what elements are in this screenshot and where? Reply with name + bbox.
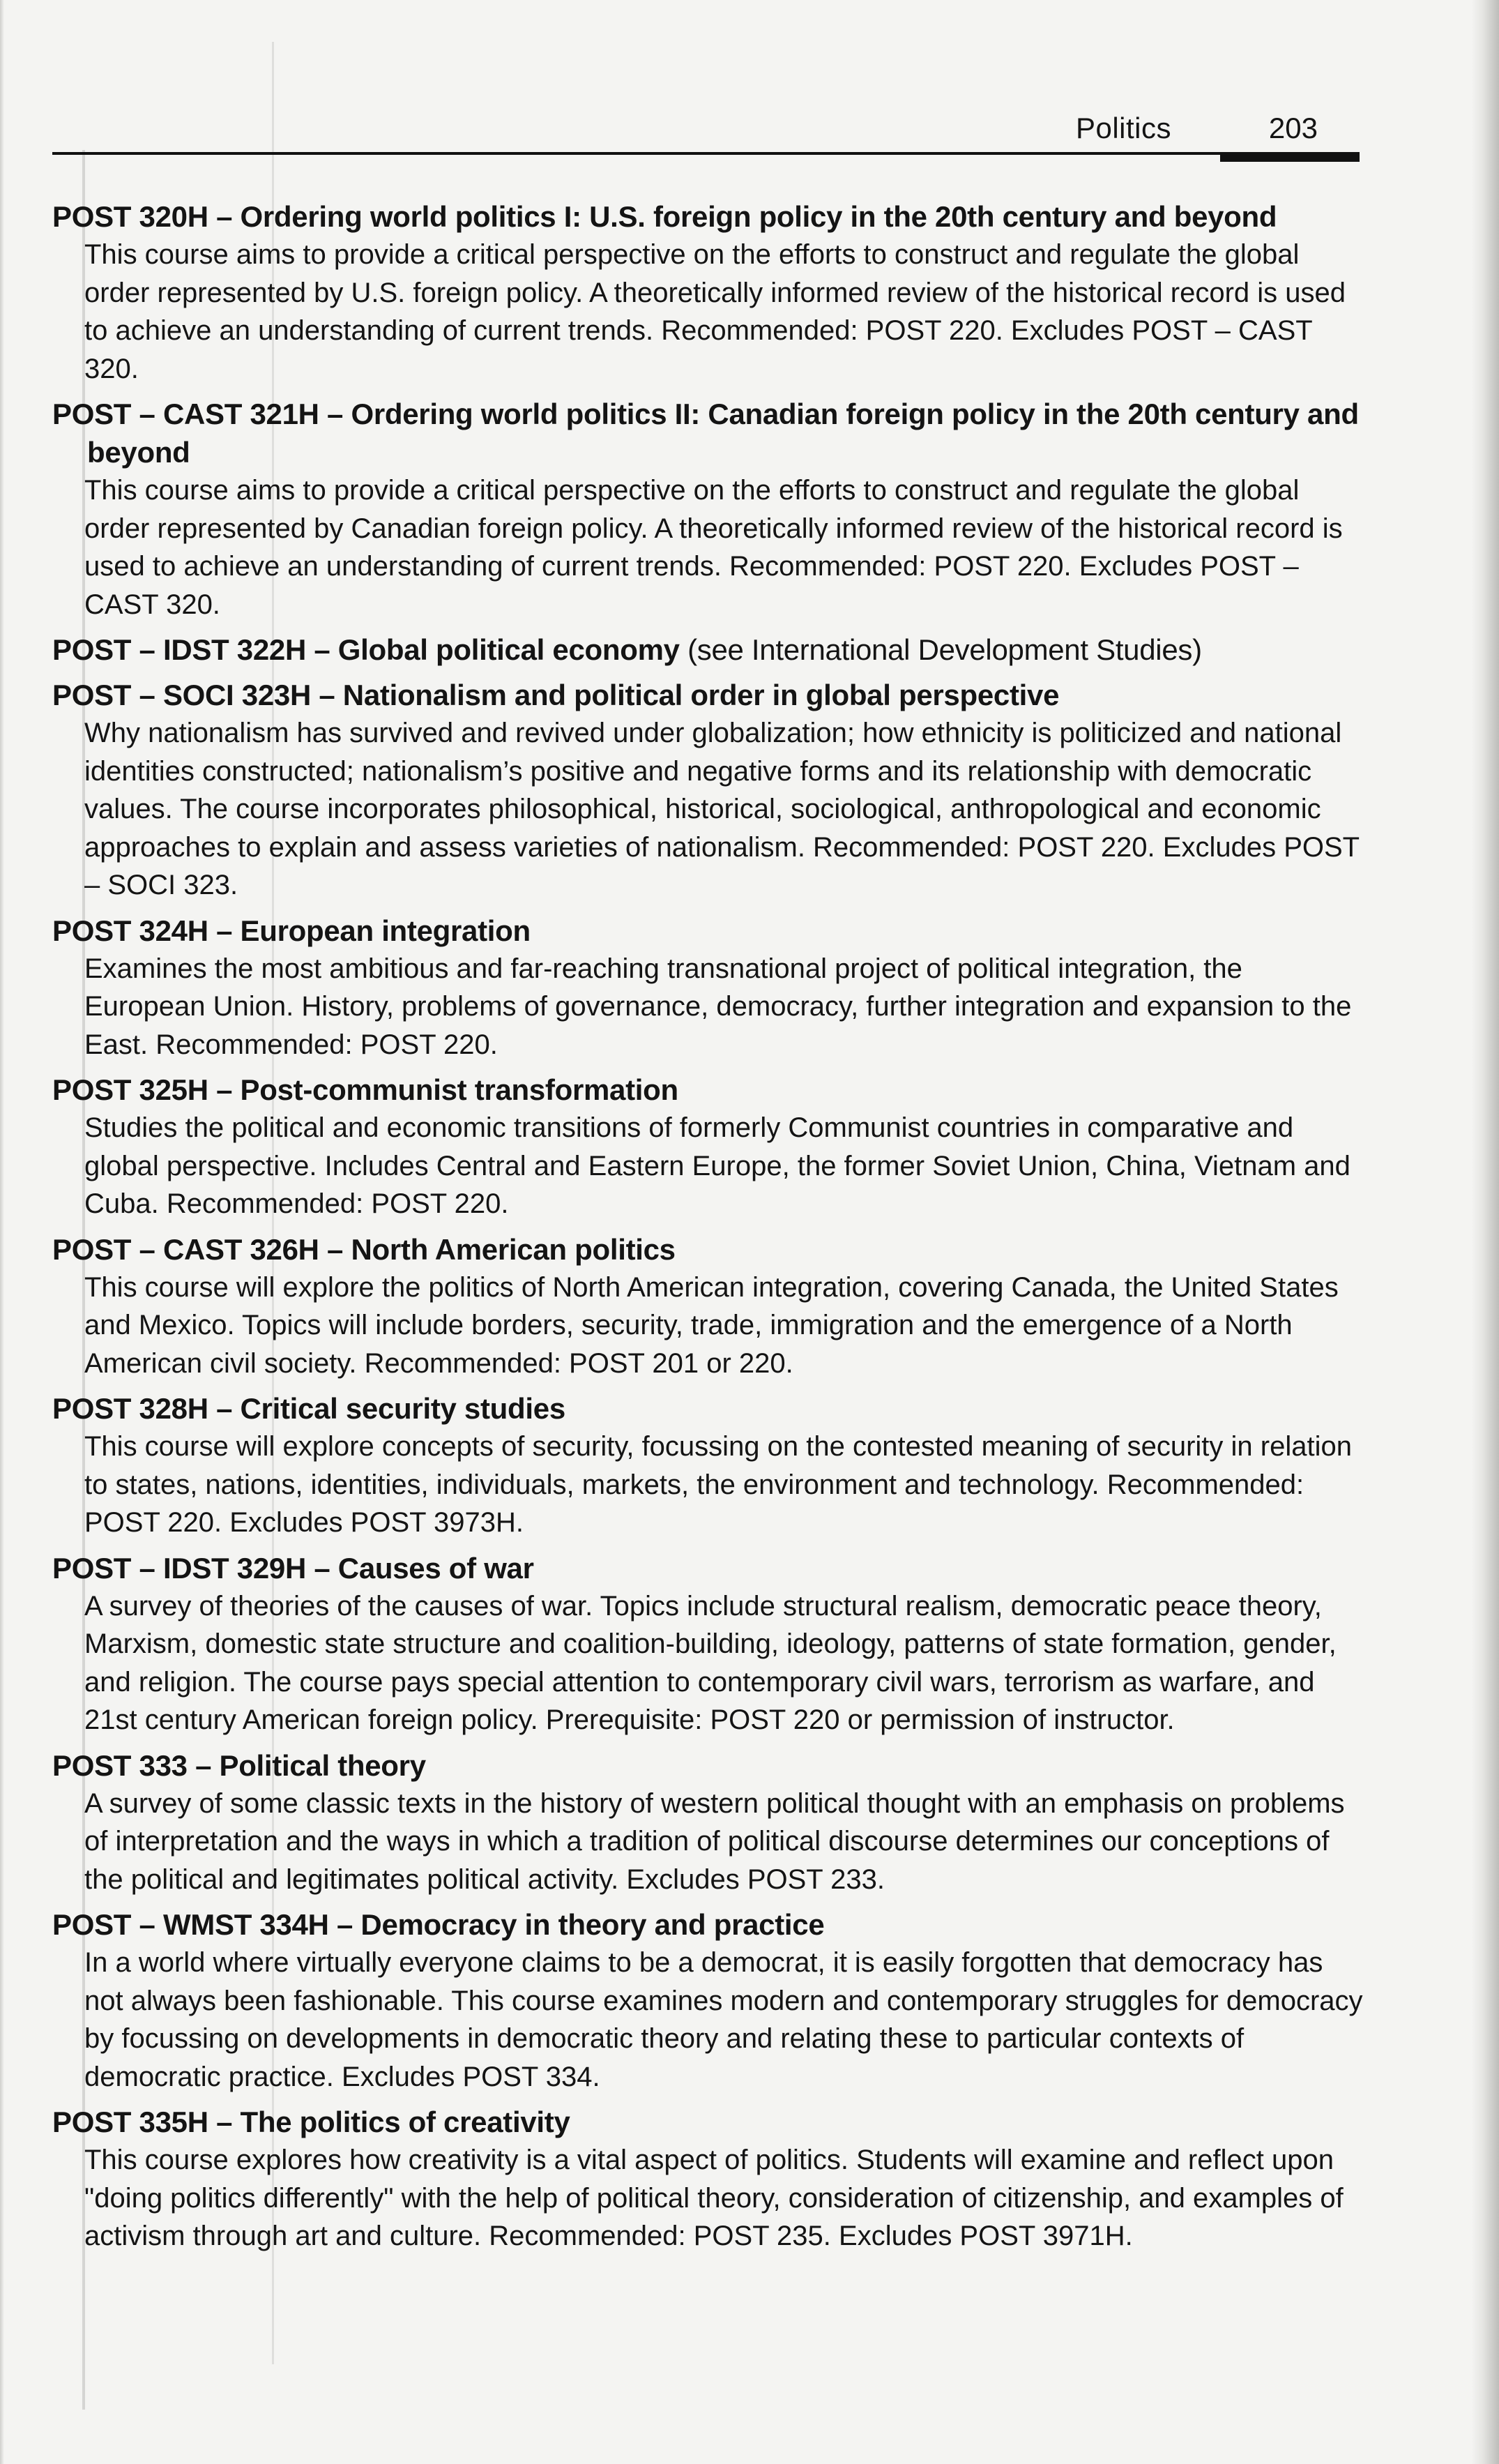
course-entry — [52, 1071, 1363, 1223]
course-list — [52, 197, 1363, 2262]
course-description: A survey of some classic texts in the history of western political thought with an emphasis on problems of interpretation and the ways in which a tradition of political discourse determines our conceptions of the political and legitimates political activity. Excludes POST 233. — [84, 1787, 1345, 1895]
course-description: Why nationalism has survived and revived under globalization; how ethnicity is politicized and national identities constructed; nationalism’s positive and negative forms and its relationship with democratic values. The course incorporates philosophical, historical, sociological, anthropological and economic approaches to explain and assess varieties of nationalism. Recommended: POST 220. Excludes POST – SOCI 323. — [84, 718, 1360, 900]
course-title: POST – WMST 334H – Democracy in theory and practice — [52, 1908, 825, 1941]
course-title: POST – CAST 326H – North American politics — [52, 1232, 676, 1266]
course-description: This course aims to provide a critical perspective on the efforts to construct and regulate the global order represented by U.S. foreign policy. A theoretically informed review of the historical record is used to achieve an understanding of current trends. Recommended: POST 220. Excludes POST – CAST 320. — [84, 239, 1346, 384]
course-title: POST – IDST 322H – Global political economy (see International Development Studies) — [52, 633, 1202, 666]
course-entry — [52, 395, 1363, 623]
course-description: In a world where virtually everyone claims to be a democrat, it is easily forgotten that democracy has not always been fashionable. This course examines modern and contemporary struggles for democracy by focussing on developments in democratic theory and relating these to particular contexts of democratic practice. Excludes POST 334. — [84, 1947, 1363, 2092]
course-title: POST 320H – Ordering world politics I: U.S. foreign policy in the 20th century and beyond — [52, 200, 1277, 233]
course-entry — [52, 1549, 1363, 1739]
cross-reference-note: (see International Development Studies) — [687, 633, 1202, 666]
course-title: POST – IDST 329H – Causes of war — [52, 1551, 534, 1585]
course-title: POST – SOCI 323H – Nationalism and political order in global perspective — [52, 679, 1060, 711]
course-entry — [52, 1905, 1363, 2096]
course-title: POST – CAST 321H – Ordering world politics II: Canadian foreign policy in the 20th century and beyond — [52, 398, 1359, 469]
course-title: POST 333 – Political theory — [52, 1748, 426, 1782]
course-entry — [52, 676, 1363, 905]
running-header — [52, 105, 1360, 160]
course-entry — [52, 1746, 1363, 1899]
course-description: This course will explore the politics of North American integration, covering Canada, the United States and Mexico. Topics will include borders, security, trade, immigration and the emergence of a North American civil society. Recommended: POST 201 or 220. — [84, 1271, 1339, 1379]
course-description: This course aims to provide a critical perspective on the efforts to construct and regulate the global order represented by Canadian foreign policy. A theoretically informed review of the historical record is used to achieve an understanding of current trends. Recommended: POST 220. Excludes POST – CAST 320. — [84, 475, 1343, 620]
course-entry — [52, 197, 1363, 388]
header-rule-tab — [1220, 152, 1360, 162]
course-entry — [52, 912, 1363, 1064]
section-title: Politics — [1075, 112, 1171, 144]
course-title: POST 328H – Critical security studies — [52, 1392, 565, 1425]
page-edge-shadow-right — [1471, 0, 1499, 2464]
course-entry — [52, 1389, 1363, 1542]
course-description: This course will explore concepts of security, focussing on the contested meaning of security in relation to states, nations, identities, individuals, markets, the environment and technology. Recommended: POST 220. Excludes POST 3973H. — [84, 1431, 1352, 1538]
course-description: This course explores how creativity is a vital aspect of politics. Students will examine and reflect upon "doing politics differently" with the help of political theory, consideration of citizenship, and examples of activism through art and culture. Recommended: POST 235. Excludes POST 3971H. — [84, 2145, 1344, 2251]
course-description: A survey of theories of the causes of war. Topics include structural realism, democratic peace theory, Marxism, domestic state structure and coalition-building, ideology, patterns of state formation, gender, and religion. The course pays special attention to contemporary civil wars, terrorism as warfare, and 21st century American foreign policy. Prerequisite: POST 220 or permission of instructor. — [84, 1590, 1337, 1735]
header-rule — [52, 152, 1360, 155]
course-description: Studies the political and economic transitions of formerly Communist countries in comparative and global perspective. Includes Central and Eastern Europe, the former Soviet Union, China, Vietnam and Cuba. Recommended: POST 220. — [84, 1112, 1350, 1219]
course-entry — [52, 2103, 1363, 2255]
course-title: POST 324H – European integration — [52, 914, 531, 947]
course-title: POST 335H – The politics of creativity — [52, 2106, 570, 2138]
course-entry — [52, 1230, 1363, 1383]
course-description: Examines the most ambitious and far-reaching transnational project of political integration, the European Union. History, problems of governance, democracy, further integration and expansion to the East. Recommended: POST 220. — [84, 953, 1352, 1060]
course-title: POST 325H – Post-communist transformation — [52, 1073, 678, 1106]
page-edge-shadow-left — [0, 0, 4, 2464]
page-number: 203 — [1268, 112, 1318, 144]
course-entry — [52, 630, 1363, 669]
